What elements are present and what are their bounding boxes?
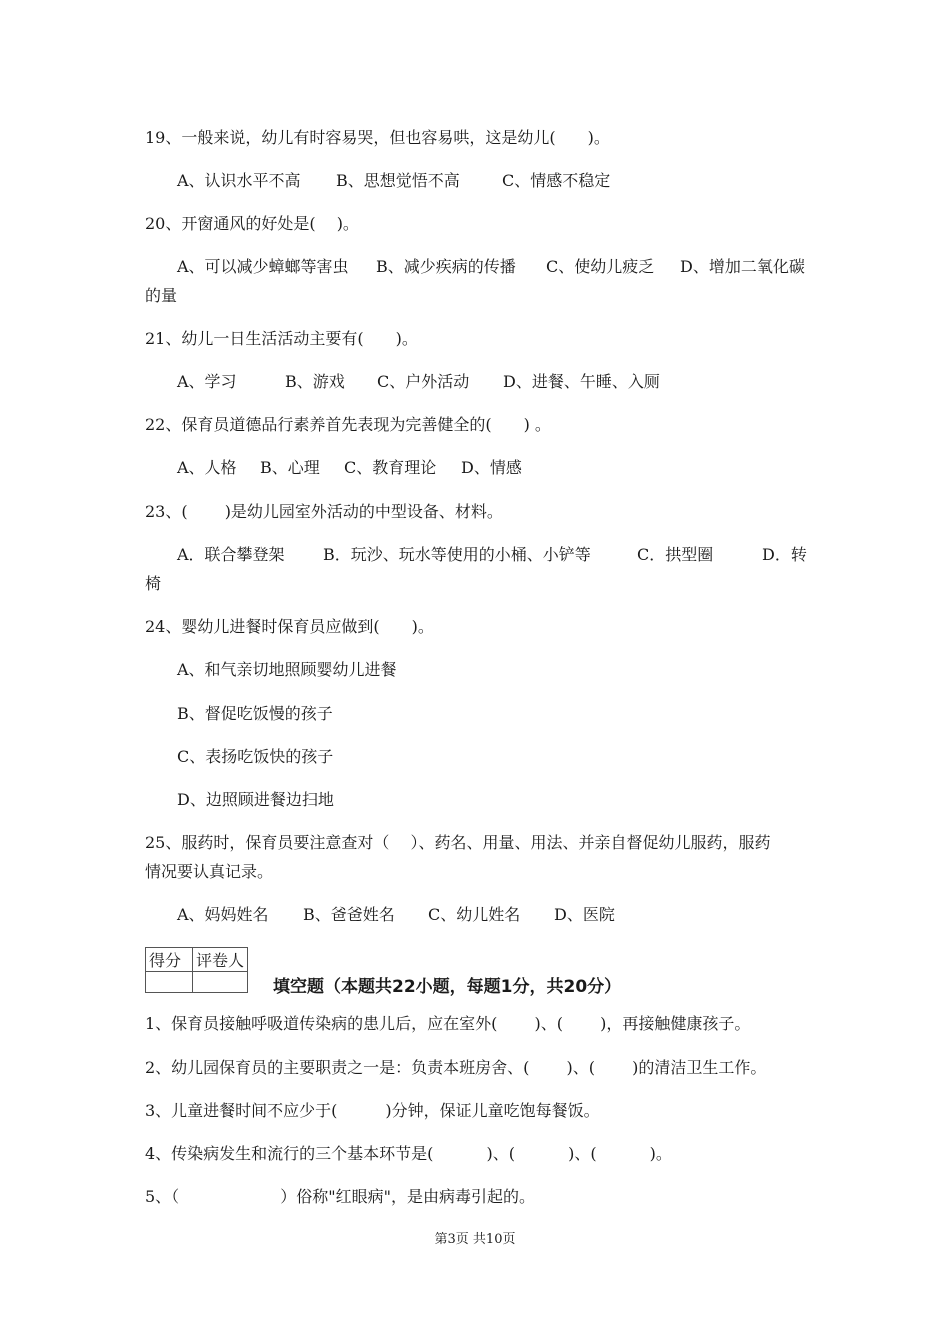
option-b: B．玩沙、玩水等使用的小桶、小铲等: [323, 545, 591, 564]
grader-cell[interactable]: [193, 972, 248, 993]
question-22-stem: 22、保育员道德品行素养首先表现为完善健全的( ) 。: [145, 415, 551, 434]
question-21-stem: 21、幼儿一日生活活动主要有( )。: [145, 329, 418, 348]
question-24-option-b: B、督促吃饭慢的孩子: [177, 704, 333, 723]
question-25-stem: 25、服药时，保育员要注意查对（ ）、药名、用量、用法、并亲自督促幼儿服药，服药: [145, 833, 771, 852]
option-a: A、可以减少蟑螂等害虫: [177, 257, 349, 276]
option-c: C、教育理论: [344, 458, 437, 477]
question-20-stem: 20、开窗通风的好处是( )。: [145, 214, 359, 233]
option-a: A、妈妈姓名: [177, 905, 269, 924]
grader-label: 评卷人: [193, 948, 248, 972]
fill-question-2: 2、幼儿园保育员的主要职责之一是：负责本班房舍、( )、( )的清洁卫生工作。: [145, 1058, 767, 1077]
fill-question-3: 3、儿童进餐时间不应少于( )分钟，保证儿童吃饱每餐饭。: [145, 1101, 600, 1120]
option-b: B、思想觉悟不高: [336, 171, 460, 190]
option-d: D、增加二氧化碳: [680, 257, 805, 276]
option-b: B、游戏: [285, 372, 345, 391]
option-c: C、幼儿姓名: [428, 905, 521, 924]
question-23-wrap: 椅: [145, 574, 162, 593]
question-25-wrap: 情况要认真记录。: [145, 862, 274, 881]
option-b: B、心理: [260, 458, 320, 477]
score-label: 得分: [146, 948, 193, 972]
question-24-option-a: A、和气亲切地照顾婴幼儿进餐: [177, 660, 397, 679]
option-c: C．拱型圈: [637, 545, 714, 564]
question-24-option-c: C、表扬吃饭快的孩子: [177, 747, 334, 766]
option-d: D、进餐、午睡、入厕: [503, 372, 660, 391]
option-c: C、户外活动: [377, 372, 470, 391]
fill-question-1: 1、保育员接触呼吸道传染病的患儿后，应在室外( )、( )，再接触健康孩子。: [145, 1014, 751, 1033]
option-b: B、爸爸姓名: [303, 905, 395, 924]
fill-question-4: 4、传染病发生和流行的三个基本环节是( )、( )、( )。: [145, 1144, 672, 1163]
option-a: A、人格: [177, 458, 237, 477]
question-24-option-d: D、边照顾进餐边扫地: [177, 790, 334, 809]
question-20-wrap: 的量: [145, 286, 178, 305]
option-b: B、减少疾病的传播: [376, 257, 516, 276]
option-d: D．转: [762, 545, 807, 564]
option-d: D、医院: [554, 905, 615, 924]
score-cell[interactable]: [146, 972, 193, 993]
question-23-stem: 23、( )是幼儿园室外活动的中型设备、材料。: [145, 502, 503, 521]
option-a: A．联合攀登架: [177, 545, 285, 564]
score-box: [145, 947, 248, 993]
section-title: 填空题（本题共22小题，每题1分，共20分）: [273, 977, 622, 997]
option-d: D、情感: [461, 458, 522, 477]
option-c: C、情感不稳定: [502, 171, 611, 190]
option-a: A、认识水平不高: [177, 171, 301, 190]
page-footer: 第3页 共10页: [434, 1232, 516, 1247]
question-24-stem: 24、婴幼儿进餐时保育员应做到( )。: [145, 617, 434, 636]
question-19-stem: 19、一般来说，幼儿有时容易哭，但也容易哄，这是幼儿( )。: [145, 128, 610, 147]
option-a: A、学习: [177, 372, 237, 391]
option-c: C、使幼儿疲乏: [546, 257, 655, 276]
fill-question-5: 5、（ ）俗称"红眼病"，是由病毒引起的。: [145, 1187, 535, 1206]
